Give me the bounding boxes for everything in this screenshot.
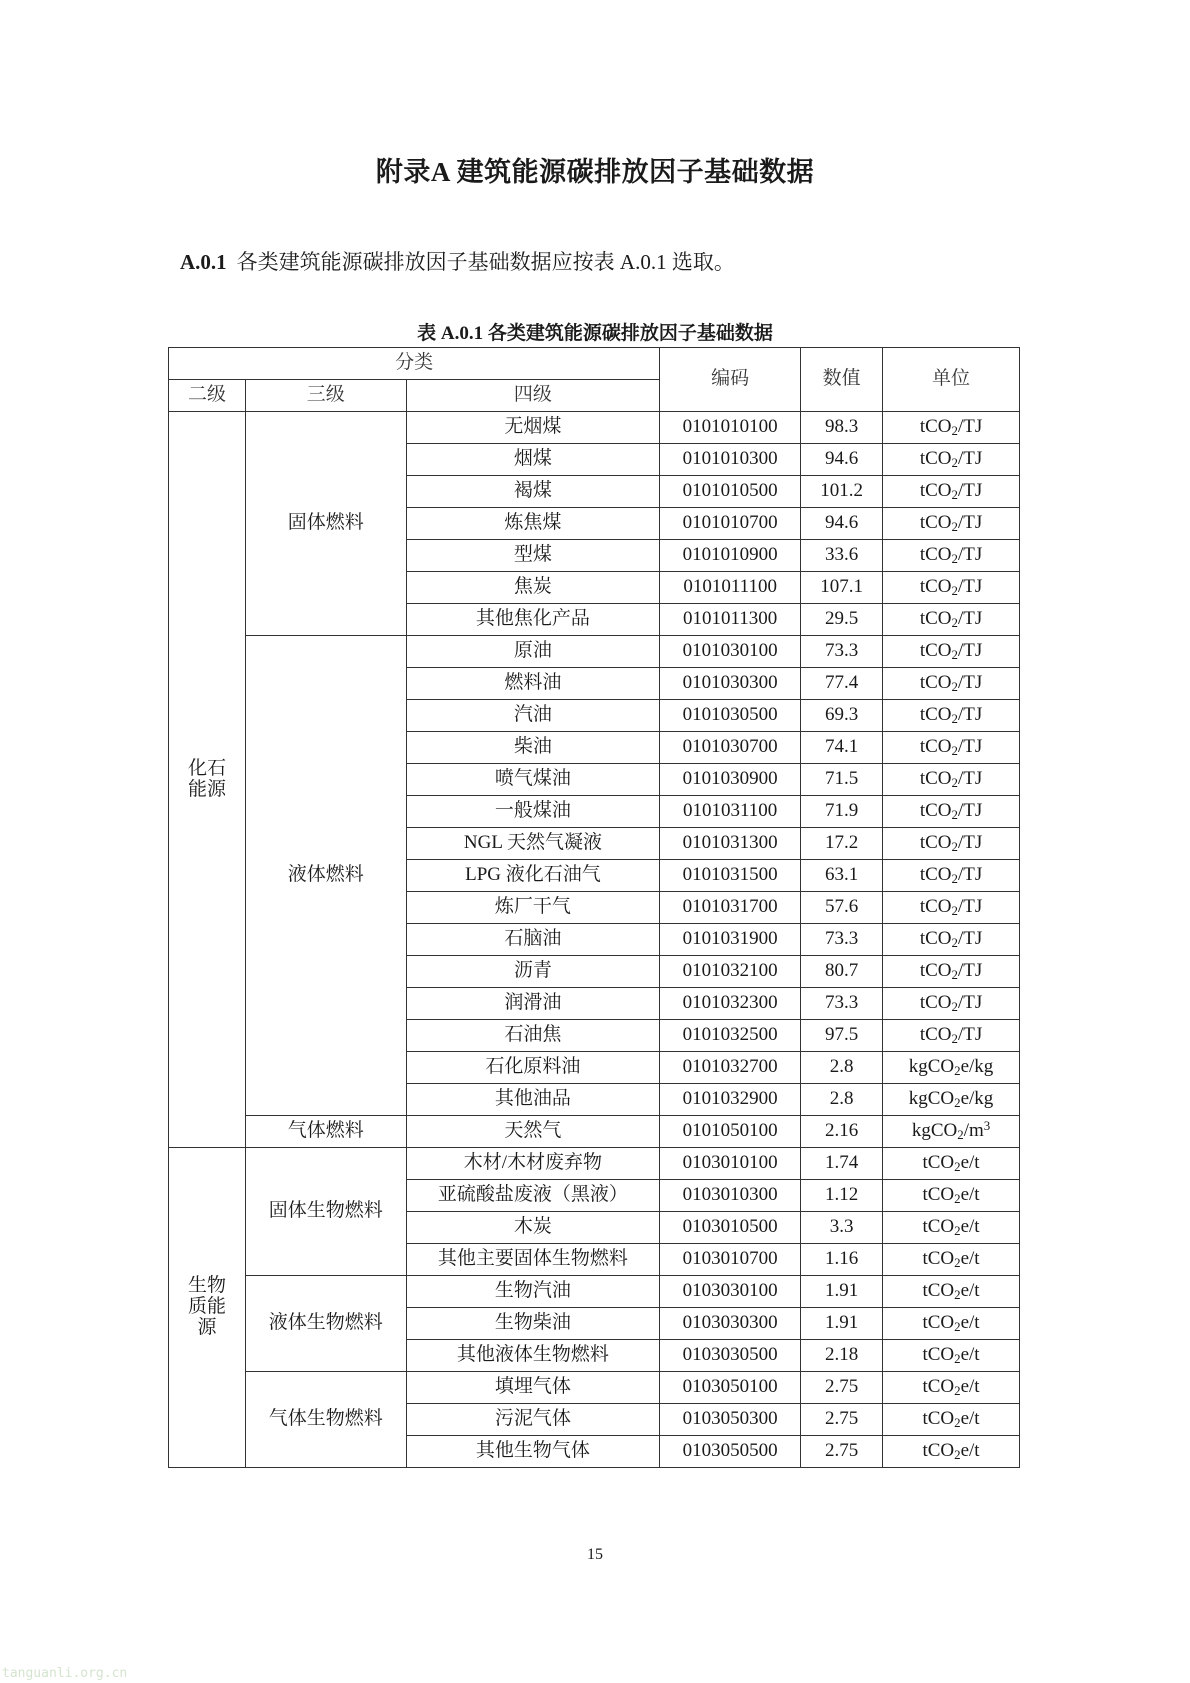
value-cell: 1.91 xyxy=(801,1276,883,1308)
header-level2: 二级 xyxy=(169,380,246,412)
unit-cell: tCO$_2$e/t xyxy=(883,1276,1020,1308)
unit-cell: tCO$_2$/TJ xyxy=(883,732,1020,764)
unit-cell: tCO$_2$/TJ xyxy=(883,540,1020,572)
unit-cell: tCO$_2$/TJ xyxy=(883,860,1020,892)
value-cell: 73.3 xyxy=(801,636,883,668)
unit-cell: tCO$_2$/TJ xyxy=(883,1020,1020,1052)
level4-cell: 燃料油 xyxy=(406,668,660,700)
level4-cell: 褐煤 xyxy=(406,476,660,508)
table-row xyxy=(169,1116,1020,1148)
code-cell: 0101030100 xyxy=(660,636,801,668)
header-value: 数值 xyxy=(801,348,883,412)
value-cell: 2.8 xyxy=(801,1084,883,1116)
unit-cell: tCO$_2$/TJ xyxy=(883,476,1020,508)
unit-cell: tCO$_2$/TJ xyxy=(883,796,1020,828)
unit-cell: kgCO$_2$e/kg xyxy=(883,1084,1020,1116)
code-cell: 0101031900 xyxy=(660,924,801,956)
code-cell: 0101011100 xyxy=(660,572,801,604)
code-cell: 0101030500 xyxy=(660,700,801,732)
header-code: 编码 xyxy=(660,348,801,412)
code-cell: 0101031700 xyxy=(660,892,801,924)
level4-cell: 其他主要固体生物燃料 xyxy=(406,1244,660,1276)
code-cell: 0103050100 xyxy=(660,1372,801,1404)
value-cell: 1.74 xyxy=(801,1148,883,1180)
unit-cell: tCO$_2$/TJ xyxy=(883,572,1020,604)
header-unit: 单位 xyxy=(883,348,1020,412)
value-cell: 94.6 xyxy=(801,508,883,540)
level4-cell: NGL 天然气凝液 xyxy=(406,828,660,860)
level3-cell: 固体生物燃料 xyxy=(245,1148,406,1276)
unit-cell: tCO$_2$e/t xyxy=(883,1148,1020,1180)
value-cell: 73.3 xyxy=(801,924,883,956)
level4-cell: 汽油 xyxy=(406,700,660,732)
level4-cell: 喷气煤油 xyxy=(406,764,660,796)
table-row xyxy=(169,1148,1020,1180)
value-cell: 57.6 xyxy=(801,892,883,924)
code-cell: 0101010100 xyxy=(660,412,801,444)
unit-cell: kgCO$_2$e/kg xyxy=(883,1052,1020,1084)
unit-cell: tCO$_2$/TJ xyxy=(883,924,1020,956)
unit-cell: tCO$_2$e/t xyxy=(883,1308,1020,1340)
level4-cell: 其他油品 xyxy=(406,1084,660,1116)
page-title: 附录A 建筑能源碳排放因子基础数据 xyxy=(375,157,815,187)
code-cell: 0101031300 xyxy=(660,828,801,860)
level4-cell: 原油 xyxy=(406,636,660,668)
unit-cell: tCO$_2$/TJ xyxy=(883,892,1020,924)
table-row xyxy=(169,1372,1020,1404)
code-cell: 0103010100 xyxy=(660,1148,801,1180)
value-cell: 2.75 xyxy=(801,1436,883,1468)
code-cell: 0101032300 xyxy=(660,988,801,1020)
unit-cell: tCO$_2$e/t xyxy=(883,1436,1020,1468)
level4-cell: 生物柴油 xyxy=(406,1308,660,1340)
level3-cell: 气体生物燃料 xyxy=(245,1372,406,1468)
value-cell: 63.1 xyxy=(801,860,883,892)
unit-cell: tCO$_2$/TJ xyxy=(883,636,1020,668)
value-cell: 94.6 xyxy=(801,444,883,476)
value-cell: 2.75 xyxy=(801,1372,883,1404)
code-cell: 0101032100 xyxy=(660,956,801,988)
code-cell: 0103050500 xyxy=(660,1436,801,1468)
code-cell: 0103010700 xyxy=(660,1244,801,1276)
level4-cell: 石化原料油 xyxy=(406,1052,660,1084)
level2-cell: 化石 能源 xyxy=(169,412,246,1148)
value-cell: 33.6 xyxy=(801,540,883,572)
level4-cell: 天然气 xyxy=(406,1116,660,1148)
unit-cell: tCO$_2$/TJ xyxy=(883,668,1020,700)
level3-cell: 液体燃料 xyxy=(245,636,406,1116)
code-cell: 0101032500 xyxy=(660,1020,801,1052)
unit-cell: tCO$_2$/TJ xyxy=(883,412,1020,444)
value-cell: 97.5 xyxy=(801,1020,883,1052)
value-cell: 71.5 xyxy=(801,764,883,796)
value-cell: 3.3 xyxy=(801,1212,883,1244)
value-cell: 77.4 xyxy=(801,668,883,700)
unit-cell: tCO$_2$e/t xyxy=(883,1404,1020,1436)
level4-cell: 炼焦煤 xyxy=(406,508,660,540)
level4-cell: 焦炭 xyxy=(406,572,660,604)
code-cell: 0101032900 xyxy=(660,1084,801,1116)
value-cell: 1.12 xyxy=(801,1180,883,1212)
unit-cell: tCO$_2$/TJ xyxy=(883,444,1020,476)
code-cell: 0101031100 xyxy=(660,796,801,828)
unit-cell: tCO$_2$e/t xyxy=(883,1340,1020,1372)
level4-cell: 其他生物气体 xyxy=(406,1436,660,1468)
clause-paragraph xyxy=(180,246,735,276)
level4-cell: 沥青 xyxy=(406,956,660,988)
table-caption: 表 A.0.1 各类建筑能源碳排放因子基础数据 xyxy=(417,323,773,344)
level4-cell: 木炭 xyxy=(406,1212,660,1244)
code-cell: 0101050100 xyxy=(660,1116,801,1148)
value-cell: 74.1 xyxy=(801,732,883,764)
code-cell: 0101010900 xyxy=(660,540,801,572)
table-body xyxy=(169,412,1020,1468)
level4-cell: 型煤 xyxy=(406,540,660,572)
level4-cell: 填埋气体 xyxy=(406,1372,660,1404)
level4-cell: 无烟煤 xyxy=(406,412,660,444)
code-cell: 0101010700 xyxy=(660,508,801,540)
value-cell: 101.2 xyxy=(801,476,883,508)
unit-cell: tCO$_2$e/t xyxy=(883,1180,1020,1212)
table-row xyxy=(169,412,1020,444)
value-cell: 1.91 xyxy=(801,1308,883,1340)
level3-cell: 液体生物燃料 xyxy=(245,1276,406,1372)
table-row xyxy=(169,636,1020,668)
level4-cell: 生物汽油 xyxy=(406,1276,660,1308)
unit-cell: tCO$_2$/TJ xyxy=(883,988,1020,1020)
value-cell: 73.3 xyxy=(801,988,883,1020)
level4-cell: 亚硫酸盐废液（黑液） xyxy=(406,1180,660,1212)
value-cell: 2.75 xyxy=(801,1404,883,1436)
header-level4: 四级 xyxy=(406,380,660,412)
page-number: 15 xyxy=(587,1546,603,1563)
clause-text: 各类建筑能源碳排放因子基础数据应按表 A.0.1 选取。 xyxy=(236,250,735,274)
level4-cell: 柴油 xyxy=(406,732,660,764)
code-cell: 0103030100 xyxy=(660,1276,801,1308)
unit-cell: $kgCO_2/m^3$ xyxy=(883,1116,1020,1148)
value-cell: 69.3 xyxy=(801,700,883,732)
code-cell: 0101010300 xyxy=(660,444,801,476)
code-cell: 0103030300 xyxy=(660,1308,801,1340)
code-cell: 0101030900 xyxy=(660,764,801,796)
emission-factor-table xyxy=(168,347,1020,1468)
level4-cell: LPG 液化石油气 xyxy=(406,860,660,892)
level3-cell: 气体燃料 xyxy=(245,1116,406,1148)
level4-cell: 其他液体生物燃料 xyxy=(406,1340,660,1372)
header-level3: 三级 xyxy=(245,380,406,412)
code-cell: 0101032700 xyxy=(660,1052,801,1084)
code-cell: 0103010500 xyxy=(660,1212,801,1244)
header-category: 分类 xyxy=(169,348,660,380)
code-cell: 0101030700 xyxy=(660,732,801,764)
level4-cell: 木材/木材废弃物 xyxy=(406,1148,660,1180)
level4-cell: 炼厂干气 xyxy=(406,892,660,924)
value-cell: 2.16 xyxy=(801,1116,883,1148)
code-cell: 0101011300 xyxy=(660,604,801,636)
value-cell: 2.8 xyxy=(801,1052,883,1084)
clause-number: A.0.1 xyxy=(180,250,227,274)
value-cell: 29.5 xyxy=(801,604,883,636)
level4-cell: 烟煤 xyxy=(406,444,660,476)
unit-cell: tCO$_2$/TJ xyxy=(883,604,1020,636)
level4-cell: 其他焦化产品 xyxy=(406,604,660,636)
table-row xyxy=(169,1276,1020,1308)
level4-cell: 石脑油 xyxy=(406,924,660,956)
code-cell: 0103030500 xyxy=(660,1340,801,1372)
level4-cell: 一般煤油 xyxy=(406,796,660,828)
unit-cell: tCO$_2$/TJ xyxy=(883,956,1020,988)
code-cell: 0103050300 xyxy=(660,1404,801,1436)
code-cell: 0101010500 xyxy=(660,476,801,508)
value-cell: 17.2 xyxy=(801,828,883,860)
level4-cell: 润滑油 xyxy=(406,988,660,1020)
level2-cell: 生物 质能 源 xyxy=(169,1148,246,1468)
unit-cell: tCO$_2$e/t xyxy=(883,1372,1020,1404)
level3-cell: 固体燃料 xyxy=(245,412,406,636)
unit-cell: tCO$_2$/TJ xyxy=(883,700,1020,732)
code-cell: 0101030300 xyxy=(660,668,801,700)
value-cell: 80.7 xyxy=(801,956,883,988)
value-cell: 98.3 xyxy=(801,412,883,444)
code-cell: 0101031500 xyxy=(660,860,801,892)
value-cell: 2.18 xyxy=(801,1340,883,1372)
value-cell: 1.16 xyxy=(801,1244,883,1276)
unit-cell: tCO$_2$/TJ xyxy=(883,508,1020,540)
watermark: tanguanli.org.cn xyxy=(2,1666,128,1681)
level4-cell: 石油焦 xyxy=(406,1020,660,1052)
code-cell: 0103010300 xyxy=(660,1180,801,1212)
unit-cell: tCO$_2$e/t xyxy=(883,1244,1020,1276)
level4-cell: 污泥气体 xyxy=(406,1404,660,1436)
unit-cell: tCO$_2$/TJ xyxy=(883,828,1020,860)
unit-cell: tCO$_2$/TJ xyxy=(883,764,1020,796)
value-cell: 107.1 xyxy=(801,572,883,604)
unit-cell: tCO$_2$e/t xyxy=(883,1212,1020,1244)
value-cell: 71.9 xyxy=(801,796,883,828)
